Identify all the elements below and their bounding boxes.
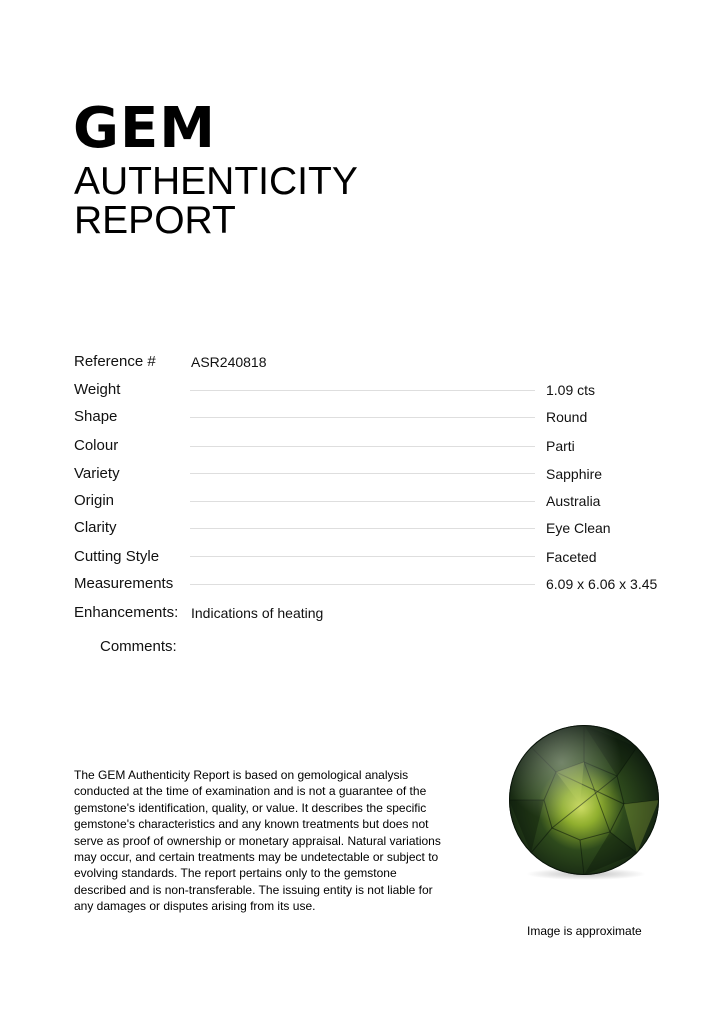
spec-label: Shape: [74, 408, 118, 425]
reference-value: ASR240818: [191, 354, 267, 370]
spec-label: Measurements: [74, 575, 174, 592]
spec-label: Clarity: [74, 519, 117, 536]
spec-value: 1.09 cts: [546, 382, 596, 398]
disclaimer-text: The GEM Authenticity Report is based on gemological analysis conducted at the time of examination and is not a guarantee of the gemstone's identification, quality, or value. It describes the specific gemstone's characteristics and any known treatments but does not serve as proof of ownership or monetary appraisal. Natural variations may occur, and certain treatments may be undetectable or subject to evolving standards. The report pertains only to the gemstone described and is non-transferable. The issuing entity is not liable for any damages or disputes arising from its use.: [74, 768, 441, 914]
image-caption: Image is approximate: [527, 924, 642, 938]
spec-label: Cutting Style: [74, 548, 160, 565]
leader-line: [190, 528, 535, 529]
spec-value: Eye Clean: [546, 520, 611, 536]
spec-label: Origin: [74, 492, 115, 509]
enhancements-value: Indications of heating: [191, 605, 324, 621]
leader-line: [190, 556, 535, 557]
report-title-authenticity: AUTHENTICITY: [74, 160, 358, 203]
comments-label: Comments:: [100, 638, 177, 655]
report-title-gem: GEM: [73, 96, 216, 161]
gemstone-image: [506, 724, 662, 880]
leader-line: [190, 473, 535, 474]
spec-value: Australia: [546, 493, 601, 509]
report-title-report: REPORT: [74, 199, 236, 242]
spec-label: Variety: [74, 465, 120, 482]
spec-label: Colour: [74, 437, 119, 454]
spec-value: Round: [546, 409, 588, 425]
leader-line: [190, 417, 535, 418]
spec-value: Parti: [546, 438, 575, 454]
spec-value: 6.09 x 6.06 x 3.45: [546, 576, 658, 592]
leader-line: [190, 390, 535, 391]
spec-value: Sapphire: [546, 466, 603, 482]
leader-line: [190, 584, 535, 585]
reference-label: Reference #: [74, 353, 156, 370]
leader-line: [190, 501, 535, 502]
enhancements-label: Enhancements:: [74, 604, 179, 621]
spec-value: Faceted: [546, 549, 597, 565]
spec-label: Weight: [74, 381, 121, 398]
leader-line: [190, 446, 535, 447]
